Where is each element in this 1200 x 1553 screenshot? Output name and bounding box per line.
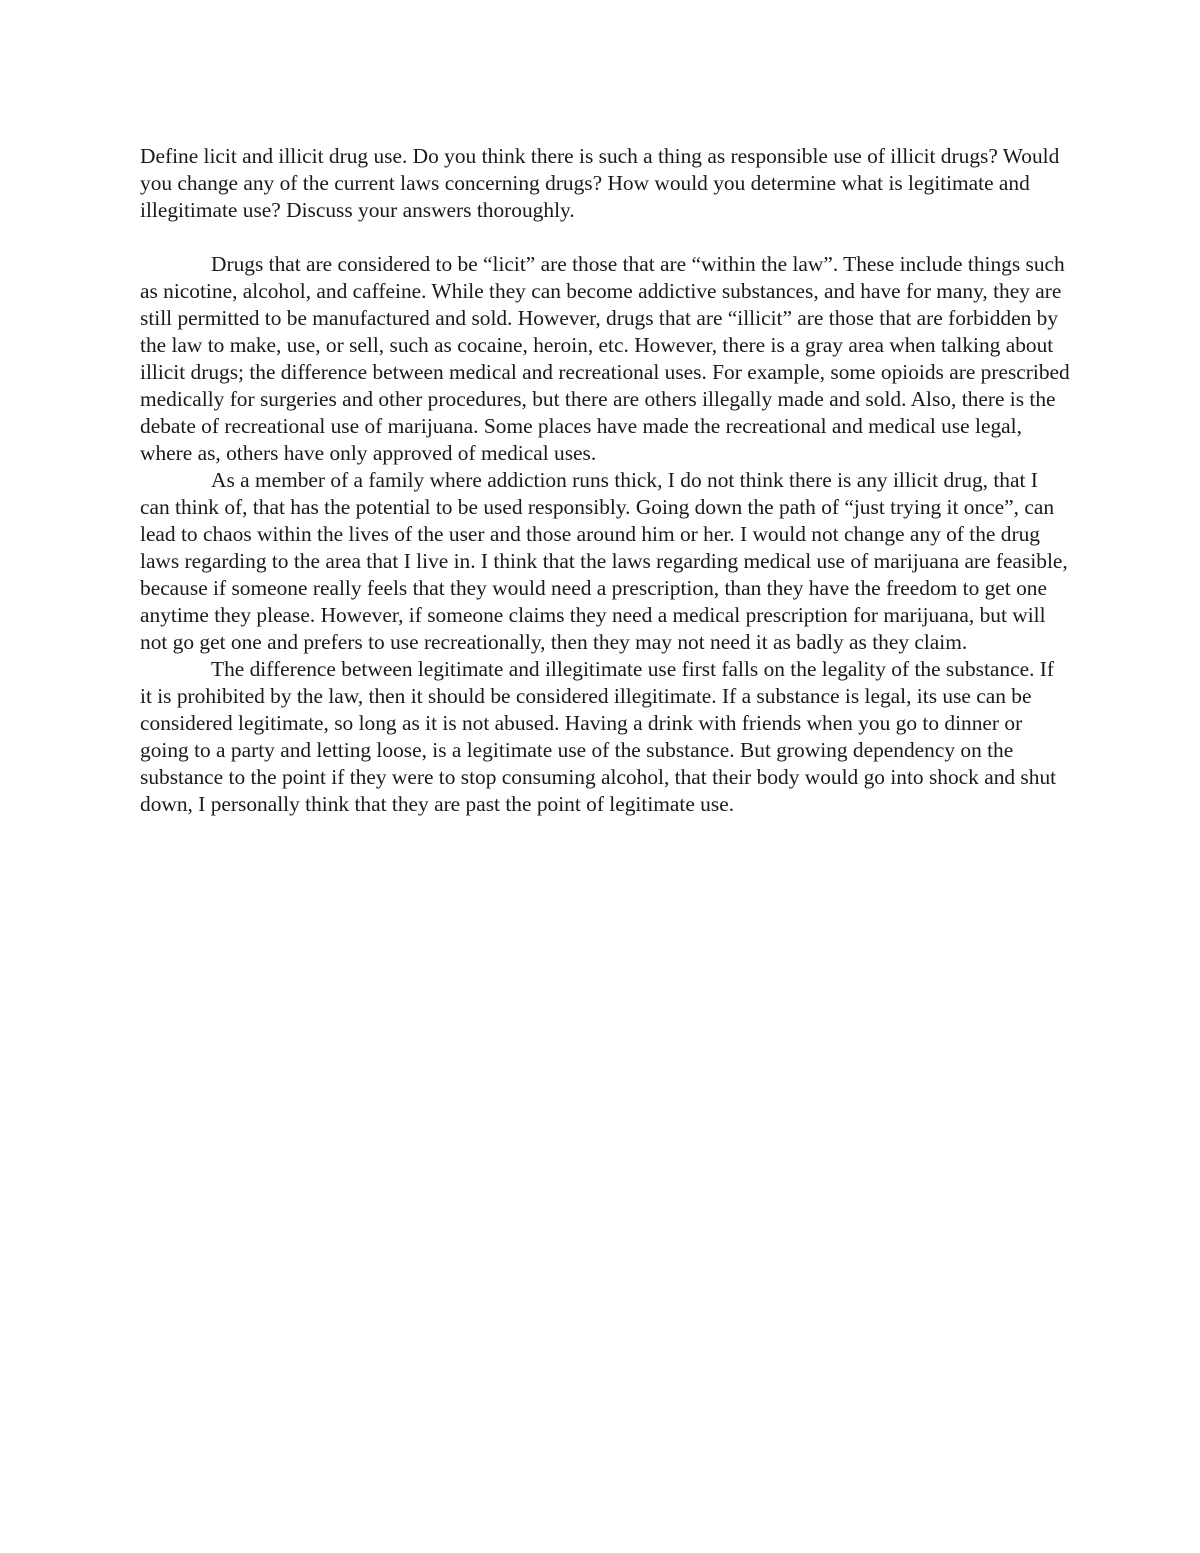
essay-prompt: Define licit and illicit drug use. Do you think there is such a thing as responsible use of illicit drugs? Would you change any of the current laws concerning drugs? How would you determine what is legitimate and illegitimate use? Discuss your answers thoroughly. [140, 144, 1060, 222]
paragraph-licit-illicit: Drugs that are considered to be “licit” are those that are “within the law”. These include things such as nicotine, alcohol, and caffeine. While they can become addictive substances, and have for many, they are still permitted to be manufactured and sold. However, drugs that are “illicit” are those that are forbidden by the law to make, use, or sell, such as cocaine, heroin, etc. However, there is a gray area when talking about illicit drugs; the difference between medical and recreational uses. For example, some opioids are prescribed medically for surgeries and other procedures, but there are others illegally made and sold. Also, there is the debate of recreational use of marijuana. Some places have made the recreational and medical use legal, where as, others have only approved of medical uses. [140, 252, 1070, 465]
document-body [140, 143, 1070, 818]
paragraph-responsible-use: As a member of a family where addiction runs thick, I do not think there is any illicit drug, that I can think of, that has the potential to be used responsibly. Going down the path of “just trying it once”, can lead to chaos within the lives of the user and those around him or her. I would not change any of the drug laws regarding to the area that I live in. I think that the laws regarding medical use of marijuana are feasible, because if someone really feels that they would need a prescription, than they have the freedom to get one anytime they please. However, if someone claims they need a medical prescription for marijuana, but will not go get one and prefers to use recreationally, then they may not need it as badly as they claim. [140, 468, 1068, 654]
paragraph-legitimate-use: The difference between legitimate and illegitimate use first falls on the legality of the substance. If it is prohibited by the law, then it should be considered illegitimate. If a substance is legal, its use can be considered legitimate, so long as it is not abused. Having a drink with friends when you go to dinner or going to a party and letting loose, is a legitimate use of the substance. But growing dependency on the substance to the point if they were to stop consuming alcohol, that their body would go into shock and shut down, I personally think that they are past the point of legitimate use. [140, 657, 1057, 816]
essay-answer [140, 251, 1070, 818]
